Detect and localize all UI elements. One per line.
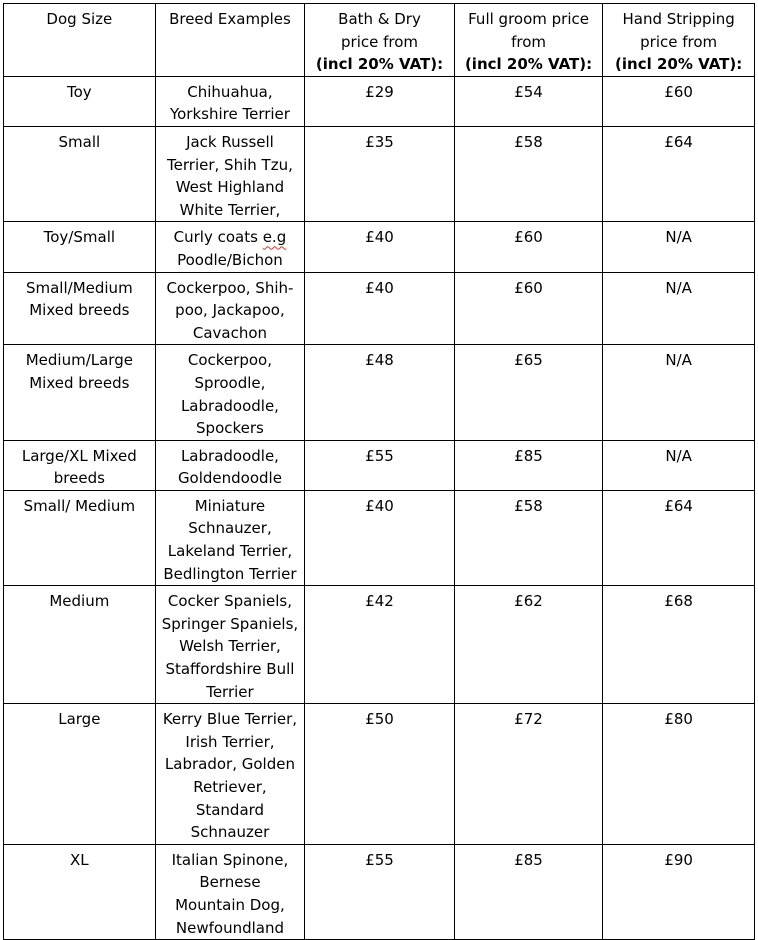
cell-line: Cavachon: [192, 323, 268, 342]
price-value: £54: [514, 82, 543, 101]
full-price-cell: [454, 440, 603, 490]
table-row: [4, 586, 755, 704]
full-price-cell: [454, 704, 603, 845]
breed-examples-cell: [155, 272, 305, 345]
price-value: N/A: [665, 278, 692, 297]
hand-price-cell: [603, 76, 755, 126]
breed-examples-cell: [155, 222, 305, 272]
dog-size-cell: [4, 704, 156, 845]
cell-line: Toy/Small: [43, 228, 116, 247]
full-price-cell: [454, 126, 603, 221]
cell-line: Bernese: [199, 873, 261, 892]
header-bath-dry-price: Bath & Dry price from (incl 20% VAT):: [305, 4, 455, 77]
dog-size-cell: [4, 586, 156, 704]
hand-price-cell: [603, 126, 755, 221]
cell-line: Jack Russell: [186, 132, 274, 151]
bath-price-cell: [305, 586, 455, 704]
hand-price-cell: [603, 844, 755, 939]
cell-line: Spockers: [196, 419, 264, 438]
price-value: £42: [365, 592, 394, 611]
cell-line: Irish Terrier,: [185, 732, 275, 751]
price-value: £60: [514, 228, 543, 247]
hand-price-cell: [603, 345, 755, 440]
cell-line: Schnauzer: [190, 823, 270, 842]
cell-line: Yorkshire Terrier: [169, 105, 290, 124]
cell-line: Standard: [195, 800, 265, 819]
cell-line: poo, Jackapoo,: [175, 301, 285, 320]
hand-price-cell: [603, 586, 755, 704]
bath-price-cell: [305, 126, 455, 221]
cell-line: Terrier, Shih Tzu,: [167, 155, 293, 174]
cell-line: Cocker Spaniels,: [167, 592, 292, 611]
price-value: £65: [514, 351, 543, 370]
full-price-cell: [454, 586, 603, 704]
cell-line: Labradoodle,: [180, 396, 279, 415]
breed-examples-cell: [155, 844, 305, 939]
price-value: £85: [514, 850, 543, 869]
table-row: [4, 272, 755, 345]
full-price-cell: [454, 345, 603, 440]
price-value: £68: [664, 592, 693, 611]
table-row: [4, 440, 755, 490]
bath-price-cell: [305, 490, 455, 585]
full-price-cell: [454, 76, 603, 126]
cell-line: West Highland: [175, 178, 285, 197]
price-value: £60: [664, 82, 693, 101]
dog-size-cell: [4, 272, 156, 345]
hand-price-cell: [603, 222, 755, 272]
breed-examples-cell: [155, 704, 305, 845]
cell-line: Springer Spaniels,: [161, 614, 299, 633]
cell-line: Toy: [67, 82, 92, 101]
cell-line: Lakeland Terrier,: [167, 542, 293, 561]
cell-line: Labrador, Golden: [164, 755, 295, 774]
cell-line: XL: [70, 850, 89, 869]
price-value: £90: [664, 850, 693, 869]
cell-line: Welsh Terrier,: [179, 637, 281, 656]
cell-line: Cockerpoo, Shih-: [166, 278, 294, 297]
hand-price-cell: [603, 440, 755, 490]
cell-line: Sproodle,: [194, 373, 266, 392]
cell-line: Large/XL Mixed: [21, 446, 137, 465]
cell-line: Terrier: [206, 682, 254, 701]
table-row: [4, 490, 755, 585]
table-row: [4, 222, 755, 272]
bath-price-cell: [305, 704, 455, 845]
bath-price-cell: [305, 440, 455, 490]
cell-line: Medium: [49, 592, 110, 611]
header-full-groom-price: Full groom price from (incl 20% VAT):: [454, 4, 603, 77]
price-value: N/A: [665, 228, 692, 247]
price-value: N/A: [665, 351, 692, 370]
bath-price-cell: [305, 222, 455, 272]
cell-line: breeds: [53, 469, 105, 488]
breed-examples-cell: [155, 440, 305, 490]
bath-price-cell: [305, 844, 455, 939]
breed-examples-cell: [155, 126, 305, 221]
price-value: £48: [365, 351, 394, 370]
header-row: [4, 4, 755, 77]
dog-size-cell: [4, 490, 156, 585]
dog-size-cell: [4, 844, 156, 939]
cell-line: Mixed breeds: [29, 373, 130, 392]
price-value: £58: [514, 132, 543, 151]
dog-size-cell: [4, 440, 156, 490]
dog-size-cell: [4, 345, 156, 440]
price-value: £58: [514, 496, 543, 515]
price-value: £29: [365, 82, 394, 101]
dog-size-cell: [4, 222, 156, 272]
table-row: [4, 704, 755, 845]
cell-line: Poodle/Bichon: [177, 250, 283, 269]
price-value: £64: [664, 496, 693, 515]
grooming-price-table: [3, 3, 755, 940]
cell-line: White Terrier,: [179, 200, 281, 219]
cell-line: Bedlington Terrier: [163, 564, 297, 583]
cell-line: Miniature: [194, 496, 266, 515]
bath-price-cell: [305, 76, 455, 126]
cell-line: Small/Medium: [25, 278, 133, 297]
price-value: N/A: [665, 446, 692, 465]
cell-line: Chihuahua,: [187, 82, 273, 101]
cell-line: Labradoodle,: [180, 446, 279, 465]
cell-line: Newfoundland: [175, 918, 284, 937]
header-hand-stripping-price: Hand Stripping price from (incl 20% VAT):: [603, 4, 755, 77]
full-price-cell: [454, 222, 603, 272]
breed-examples-cell: [155, 76, 305, 126]
table-row: [4, 76, 755, 126]
price-value: £35: [365, 132, 394, 151]
full-price-cell: [454, 272, 603, 345]
price-value: £85: [514, 446, 543, 465]
full-price-cell: [454, 490, 603, 585]
price-value: £80: [664, 710, 693, 729]
hand-price-cell: [603, 704, 755, 845]
price-value: £62: [514, 592, 543, 611]
header-dog-size: Dog Size: [4, 4, 156, 77]
cell-line: Curly coats e.g: [173, 228, 287, 247]
cell-line: Goldendoodle: [177, 469, 282, 488]
cell-line: Small/ Medium: [23, 496, 136, 515]
price-value: £50: [365, 710, 394, 729]
hand-price-cell: [603, 272, 755, 345]
cell-line: Medium/Large: [25, 351, 133, 370]
bath-price-cell: [305, 345, 455, 440]
price-value: £55: [365, 446, 394, 465]
table-row: [4, 345, 755, 440]
breed-examples-cell: [155, 345, 305, 440]
table-row: [4, 126, 755, 221]
cell-line: Mountain Dog,: [175, 895, 285, 914]
cell-line: Italian Spinone,: [171, 850, 289, 869]
price-value: £40: [365, 228, 394, 247]
breed-examples-cell: [155, 490, 305, 585]
cell-line: Large: [58, 710, 101, 729]
cell-line: Cockerpoo,: [187, 351, 272, 370]
breed-examples-cell: [155, 586, 305, 704]
cell-line: Small: [58, 132, 101, 151]
full-price-cell: [454, 844, 603, 939]
price-value: £40: [365, 278, 394, 297]
price-value: £55: [365, 850, 394, 869]
price-value: £60: [514, 278, 543, 297]
price-value: £40: [365, 496, 394, 515]
price-value: £64: [664, 132, 693, 151]
hand-price-cell: [603, 490, 755, 585]
table-row: [4, 844, 755, 939]
cell-line: Staffordshire Bull: [165, 660, 295, 679]
cell-line: Kerry Blue Terrier,: [162, 710, 298, 729]
header-breed-examples: Breed Examples: [155, 4, 305, 77]
bath-price-cell: [305, 272, 455, 345]
dog-size-cell: [4, 76, 156, 126]
price-value: £72: [514, 710, 543, 729]
cell-line: Schnauzer,: [188, 519, 272, 538]
cell-line: Retriever,: [193, 778, 267, 796]
dog-size-cell: [4, 126, 156, 221]
cell-line: Mixed breeds: [29, 301, 130, 320]
